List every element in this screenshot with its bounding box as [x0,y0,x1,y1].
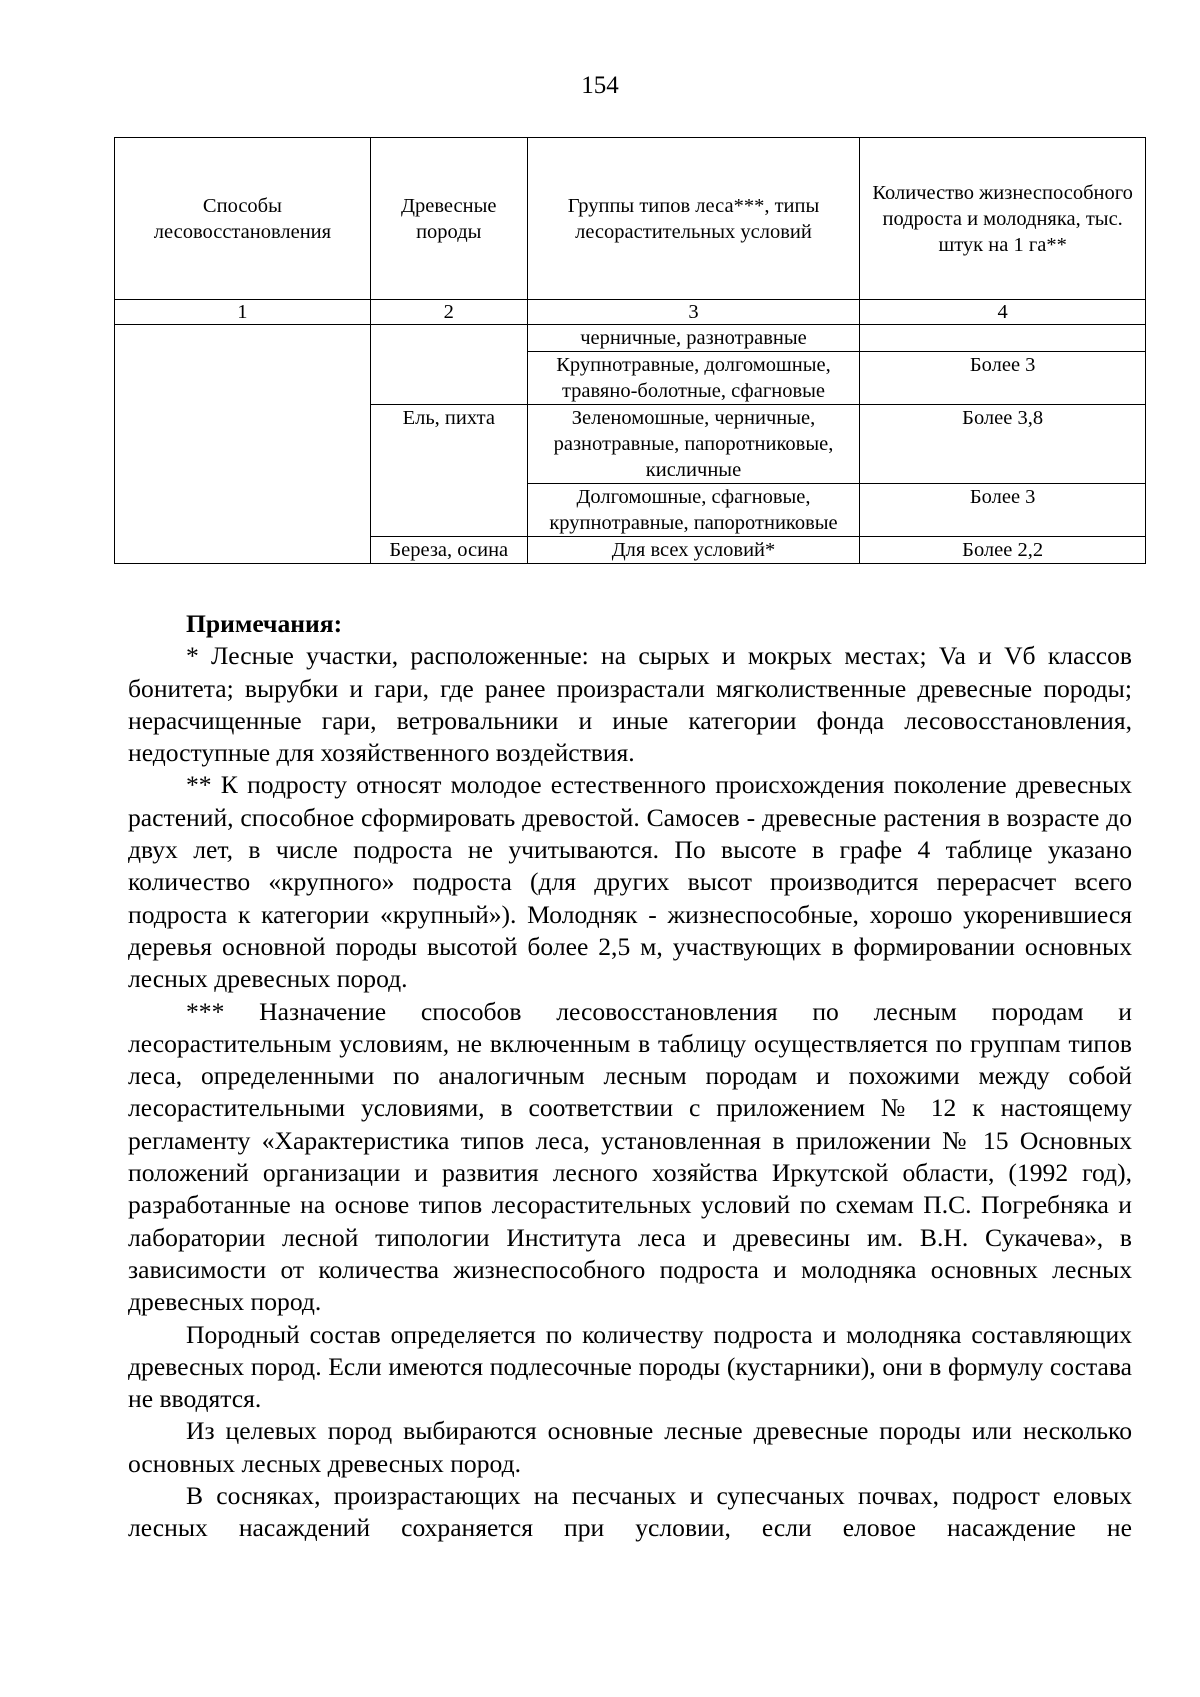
species-cell: Ель, пихта [370,405,527,537]
column-number: 2 [370,300,527,325]
forest-types-cell: Крупнотравные, долгомошные, травяно-болотные, сфагновые [527,352,860,405]
header-species: Древесные породы [370,138,527,300]
forest-types-cell: черничные, разнотравные [527,325,860,352]
forest-types-cell: Зеленомошные, черничные, разнотравные, папоротниковые, кисличные [527,405,860,484]
forest-types-cell: Долгомошные, сфагновые, крупнотравные, папоротниковые [527,484,860,537]
species-cell [370,325,527,405]
count-cell [860,325,1146,352]
count-cell: Более 3,8 [860,405,1146,484]
table-row [115,325,1146,352]
species-cell: Береза, осина [370,537,527,564]
count-cell: Более 3 [860,352,1146,405]
header-methods: Способы лесовосстановления [115,138,371,300]
count-cell: Более 2,2 [860,537,1146,564]
column-number: 3 [527,300,860,325]
note-triple-star: *** Назначение способов лесовосстановления по лесным породам и лесорастительным условиям, не включенным в таблицу осуществляется по группам типов леса, определенными по аналогичным лесным породам и похожими между собой лесорастительными условиями, в соответствии с приложением № 12 к настоящему регламенту «Характеристика типов леса, установленная в приложении № 15 Основных положений организации и развития лесного хозяйства Иркутской области, (1992 год), разработанные на основе типов лесорастительных условий по схемам П.С. Погребняка и лаборатории лесной типологии Института леса и древесины им. В.Н. Сукачева», в зависимости от количества жизнеспособного подроста и молодняка основных лесных древесных пород. [128,996,1132,1317]
regeneration-table [114,137,1146,564]
page-number: 154 [581,72,619,99]
column-number: 4 [860,300,1146,325]
header-count: Количество жизнеспособного подроста и молодняка, тыс. штук на 1 га** [860,138,1146,300]
notes-section [128,608,1132,1545]
table-header-row [115,138,1146,300]
note-double-star: ** К подросту относят молодое естественного происхождения поколение древесных растений, способное сформировать древостой. Самосев - древесные растения в возрасте до двух лет, в числе подроста не учитываются. По высоте в графе 4 таблице указано количество «крупного» подроста (для других высот производится перерасчет всего подроста к категории «крупный»). Молодняк - жизнеспособные, хорошо укоренившиеся деревья основной породы высотой более 2,5 м, участвующих в формировании основных лесных древесных пород. [128,770,1132,994]
column-number: 1 [115,300,371,325]
count-cell: Более 3 [860,484,1146,537]
forest-types-cell: Для всех условий* [527,537,860,564]
table-column-numbers [115,300,1146,325]
notes-title: Примечания: [186,609,343,638]
paragraph-target-species: Из целевых пород выбираются основные лесные древесные породы или несколько основных лесных древесных пород. [128,1416,1132,1478]
paragraph-pine-forests: В сосняках, произрастающих на песчаных и супесчаных почвах, подрост еловых лесных насаждений сохраняется при условии, если еловое насаждение не [128,1481,1132,1543]
methods-cell [115,325,371,564]
paragraph-species-composition: Породный состав определяется по количеству подроста и молодняка составляющих древесных пород. Если имеются подлесочные породы (кустарники), они в формулу состава не вводятся. [128,1319,1132,1414]
header-forest-types: Группы типов леса***, типы лесорастительных условий [527,138,860,300]
note-single-star: * Лесные участки, расположенные: на сырых и мокрых местах; Va и Vб классов бонитета; вырубки и гари, где ранее произрастали мягколиственные древесные породы; нерасчищенные гари, ветровальники и иные категории фонда лесовосстановления, недоступные для хозяйственного воздействия. [128,641,1132,768]
